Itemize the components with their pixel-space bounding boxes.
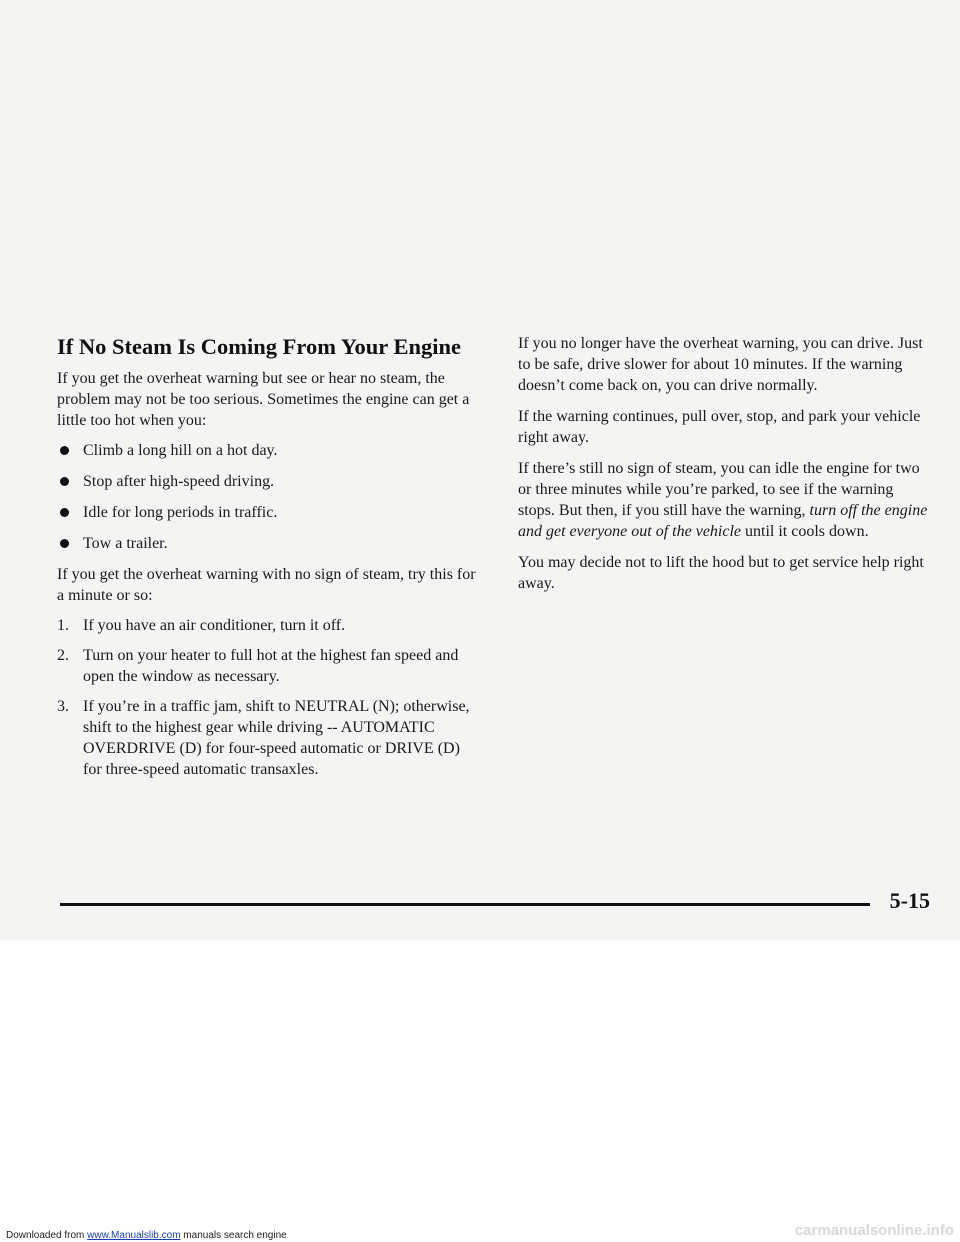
step-item: 2. Turn on your heater to full hot at the highest fan speed and open the window as necessary. [57,647,459,685]
list-item: Climb a long hill on a hot day. [57,440,477,461]
list-item: Idle for long periods in traffic. [57,502,477,523]
left-column [57,333,477,789]
bullet-icon [60,508,69,517]
intro-paragraph: If you get the overheat warning but see or hear no steam, the problem may not be too serious. Sometimes the engine can get a little too hot when you: [57,370,470,429]
paragraph-service: You may decide not to lift the hood but to get service help right away. [518,554,924,592]
manualslib-link-bottom[interactable]: www.Manualslib.com [87,1230,181,1241]
footer-rule [60,903,870,906]
bullet-icon [60,477,69,486]
steps-list [57,615,477,780]
step-item: 3. If you’re in a traffic jam, shift to NEUTRAL (N); otherwise, shift to the highest gear while driving -- AUTOMATIC OVERDRIVE (D) for four-speed automatic or DRIVE (D) for three-speed automatic transaxles. [57,698,470,778]
step-item: 1. If you have an air conditioner, turn it off. [57,617,346,634]
steps-intro-paragraph: If you get the overheat warning with no sign of steam, try this for a minute or so: [57,566,476,604]
section-heading: If No Steam Is Coming From Your Engine [57,334,461,359]
conditions-list [57,440,477,554]
page-number: 5-15 [889,888,930,913]
paragraph-no-warning: If you no longer have the overheat warning, you can drive. Just to be safe, drive slower for about 10 minutes. If the warning doesn’t come back on, you can drive normally. [518,335,923,394]
watermark-text: carmanualsonline.info [794,1222,954,1239]
paragraph-no-steam: If there’s still no sign of steam, you can idle the engine for two or three minutes while you’re parked, to see if the warning stops. But then, if you still have the warning, turn off the engine and get everyone out of the vehicle until it cools down. [518,460,928,540]
list-item: Tow a trailer. [57,533,477,554]
list-item: Stop after high-speed driving. [57,471,477,492]
paragraph-warning-continues: If the warning continues, pull over, stop, and park your vehicle right away. [518,408,921,446]
emphasis-warning: turn off the engine and get everyone out of the vehicle [518,502,928,540]
download-banner-bottom: Downloaded from www.Manualslib.com manuals search engine [6,1230,287,1241]
right-column [518,333,930,604]
bullet-icon [60,539,69,548]
bullet-icon [60,446,69,455]
